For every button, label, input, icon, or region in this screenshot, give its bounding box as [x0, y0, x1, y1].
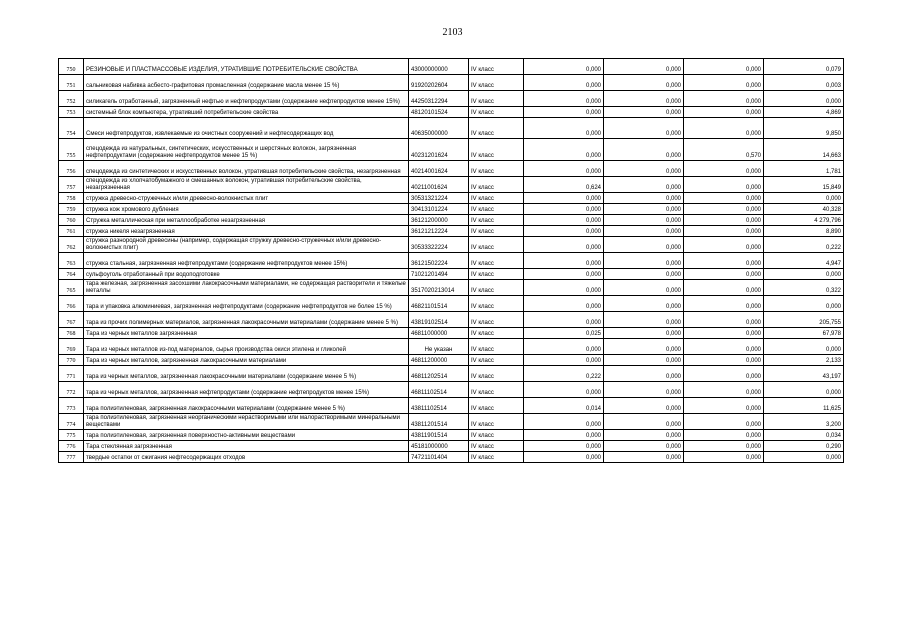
value-col4: 0,322	[764, 280, 844, 296]
table-row	[59, 204, 844, 215]
table-row	[59, 269, 844, 280]
value-col3: 0,000	[684, 441, 764, 452]
value-col1: 0,000	[524, 204, 604, 215]
row-number: 771	[59, 366, 84, 382]
hazard-class: IV класс	[469, 269, 524, 280]
value-col4: 0,034	[764, 430, 844, 441]
value-col2: 0,000	[604, 204, 684, 215]
waste-name: тара полиэтиленовая, загрязненная неорганическими нерастворимыми или малорастворимыми минеральными веществами	[84, 414, 409, 430]
waste-name: силикагель отработанный, загрязненный нефтью и нефтепродуктами (содержание нефтепродуктов менее 15%)	[84, 91, 409, 107]
waste-name: спецодежда из синтетических и искусственных волокон, утратившая потребительские свойства, незагрязненная	[84, 161, 409, 177]
waste-name: тара и упаковка алюминиевая, загрязненная нефтепродуктами (содержание нефтепродуктов не более 15 %)	[84, 296, 409, 312]
waste-code: 40214001624	[409, 161, 469, 177]
value-col1: 0,000	[524, 118, 604, 139]
value-col2: 0,000	[604, 296, 684, 312]
waste-code: 46811102514	[409, 382, 469, 398]
row-number: 770	[59, 355, 84, 366]
row-number: 775	[59, 430, 84, 441]
value-col3: 0,000	[684, 296, 764, 312]
value-col3: 0,000	[684, 226, 764, 237]
waste-code: 30413101224	[409, 204, 469, 215]
value-col4: 0,222	[764, 237, 844, 253]
row-number: 762	[59, 237, 84, 253]
value-col3: 0,000	[684, 312, 764, 328]
waste-name: стружка древесно-стружечных и/или древесно-волокнистых плит	[84, 193, 409, 204]
waste-name: тара железная, загрязненная засохшими лакокрасочными материалами, не содержащая растворители и тяжелые металлы	[84, 280, 409, 296]
value-col3: 0,000	[684, 118, 764, 139]
waste-code: 43000000000	[409, 59, 469, 75]
row-number: 765	[59, 280, 84, 296]
value-col2: 0,000	[604, 430, 684, 441]
waste-name: тара полиэтиленовая, загрязненная лакокрасочными материалами (содержание менее 5 %)	[84, 398, 409, 414]
value-col1: 0,000	[524, 312, 604, 328]
row-number: 763	[59, 253, 84, 269]
value-col2: 0,000	[604, 312, 684, 328]
waste-code: 43811201514	[409, 414, 469, 430]
value-col1: 0,014	[524, 398, 604, 414]
row-number: 767	[59, 312, 84, 328]
value-col3: 0,000	[684, 107, 764, 118]
row-number: 777	[59, 452, 84, 463]
value-col2: 0,000	[604, 118, 684, 139]
row-number: 755	[59, 139, 84, 161]
waste-code: 43819102514	[409, 312, 469, 328]
row-number: 758	[59, 193, 84, 204]
hazard-class: IV класс	[469, 253, 524, 269]
waste-name: стружка разнородной древесины (например, содержащая стружку древесно-стружечных и/или древесно-волокнистых плит)	[84, 237, 409, 253]
value-col3: 0,000	[684, 280, 764, 296]
waste-name: Тара из черных металлов загрязненная	[84, 328, 409, 339]
value-col4: 15,849	[764, 177, 844, 193]
waste-code: 30533322224	[409, 237, 469, 253]
row-number: 752	[59, 91, 84, 107]
waste-code: 71021201494	[409, 269, 469, 280]
value-col2: 0,000	[604, 441, 684, 452]
value-col3: 0,000	[684, 328, 764, 339]
table-row	[59, 193, 844, 204]
row-number: 768	[59, 328, 84, 339]
value-col2: 0,000	[604, 91, 684, 107]
waste-code: 48120101524	[409, 107, 469, 118]
row-number: 761	[59, 226, 84, 237]
value-col1: 0,000	[524, 430, 604, 441]
waste-code: 46821101514	[409, 296, 469, 312]
hazard-class: IV класс	[469, 237, 524, 253]
waste-name: Тара из черных металлов, загрязненная лакокрасочными материалами	[84, 355, 409, 366]
value-col2: 0,000	[604, 75, 684, 91]
table-row	[59, 366, 844, 382]
table-row	[59, 414, 844, 430]
table-row	[59, 118, 844, 139]
value-col2: 0,000	[604, 215, 684, 226]
value-col4: 8,890	[764, 226, 844, 237]
value-col3: 0,000	[684, 414, 764, 430]
table-row	[59, 328, 844, 339]
row-number: 753	[59, 107, 84, 118]
waste-code: 36121502224	[409, 253, 469, 269]
row-number: 756	[59, 161, 84, 177]
value-col1: 0,000	[524, 452, 604, 463]
waste-code: 40231201624	[409, 139, 469, 161]
value-col2: 0,000	[604, 177, 684, 193]
value-col2: 0,000	[604, 193, 684, 204]
value-col1: 0,000	[524, 355, 604, 366]
value-col3: 0,570	[684, 139, 764, 161]
value-col4: 4,869	[764, 107, 844, 118]
value-col2: 0,000	[604, 339, 684, 355]
row-number: 773	[59, 398, 84, 414]
table-row	[59, 215, 844, 226]
value-col1: 0,000	[524, 193, 604, 204]
value-col2: 0,000	[604, 226, 684, 237]
table-row	[59, 161, 844, 177]
row-number: 750	[59, 59, 84, 75]
table-row	[59, 339, 844, 355]
value-col4: 4,947	[764, 253, 844, 269]
value-col2: 0,000	[604, 139, 684, 161]
value-col1: 0,222	[524, 366, 604, 382]
value-col3: 0,000	[684, 59, 764, 75]
hazard-class: IV класс	[469, 280, 524, 296]
value-col1: 0,000	[524, 253, 604, 269]
value-col3: 0,000	[684, 215, 764, 226]
hazard-class: IV класс	[469, 107, 524, 118]
value-col1: 0,000	[524, 441, 604, 452]
value-col4: 0,079	[764, 59, 844, 75]
value-col4: 0,003	[764, 75, 844, 91]
waste-name: стружка кож хромового дубления	[84, 204, 409, 215]
waste-code: 46811000000	[409, 328, 469, 339]
value-col4: 0,000	[764, 339, 844, 355]
value-col3: 0,000	[684, 91, 764, 107]
value-col4: 11,625	[764, 398, 844, 414]
value-col3: 0,000	[684, 398, 764, 414]
waste-code: 44250312294	[409, 91, 469, 107]
table-row	[59, 91, 844, 107]
value-col3: 0,000	[684, 75, 764, 91]
waste-name: сульфоуголь отработанный при водоподготовке	[84, 269, 409, 280]
hazard-class: IV класс	[469, 193, 524, 204]
row-number: 759	[59, 204, 84, 215]
waste-name: стружка стальная, загрязненная нефтепродуктами (содержание нефтепродуктов менее 15%)	[84, 253, 409, 269]
table-row	[59, 452, 844, 463]
value-col4: 14,663	[764, 139, 844, 161]
waste-name: Тара из черных металлов из-под материалов, сырья производства окиси этилена и гликолей	[84, 339, 409, 355]
waste-name: тара из черных металлов, загрязненная лакокрасочными материалами (содержание менее 5 %)	[84, 366, 409, 382]
value-col1: 0,624	[524, 177, 604, 193]
table-row	[59, 226, 844, 237]
waste-code: 3517020213014	[409, 280, 469, 296]
value-col1: 0,000	[524, 215, 604, 226]
value-col2: 0,000	[604, 253, 684, 269]
row-number: 751	[59, 75, 84, 91]
waste-name: твердые остатки от сжигания нефтесодержащих отходов	[84, 452, 409, 463]
waste-name: тара из черных металлов, загрязненная нефтепродуктами (содержание нефтепродуктов менее 15%)	[84, 382, 409, 398]
value-col4: 0,000	[764, 91, 844, 107]
table-body	[59, 59, 844, 463]
table-row	[59, 382, 844, 398]
value-col2: 0,000	[604, 269, 684, 280]
value-col1: 0,000	[524, 382, 604, 398]
waste-code: 43811102514	[409, 398, 469, 414]
value-col1: 0,000	[524, 269, 604, 280]
row-number: 772	[59, 382, 84, 398]
hazard-class: IV класс	[469, 398, 524, 414]
row-number: 769	[59, 339, 84, 355]
value-col3: 0,000	[684, 339, 764, 355]
hazard-class: IV класс	[469, 59, 524, 75]
waste-code: 45181000000	[409, 441, 469, 452]
value-col2: 0,000	[604, 107, 684, 118]
waste-code: 91920202604	[409, 75, 469, 91]
value-col2: 0,000	[604, 237, 684, 253]
value-col1: 0,000	[524, 59, 604, 75]
value-col1: 0,000	[524, 414, 604, 430]
value-col3: 0,000	[684, 177, 764, 193]
table-row	[59, 139, 844, 161]
hazard-class: IV класс	[469, 328, 524, 339]
value-col4: 9,850	[764, 118, 844, 139]
value-col4: 3,200	[764, 414, 844, 430]
table-row	[59, 177, 844, 193]
value-col3: 0,000	[684, 452, 764, 463]
row-number: 764	[59, 269, 84, 280]
hazard-class: IV класс	[469, 355, 524, 366]
hazard-class: IV класс	[469, 161, 524, 177]
waste-name: спецодежда из натуральных, синтетических, искусственных и шерстяных волокон, загрязненная нефтепродуктами (содержание нефтепродуктов менее 15 %)	[84, 139, 409, 161]
hazard-class: IV класс	[469, 441, 524, 452]
hazard-class: IV класс	[469, 339, 524, 355]
value-col3: 0,000	[684, 382, 764, 398]
hazard-class: IV класс	[469, 139, 524, 161]
table-row	[59, 398, 844, 414]
value-col1: 0,000	[524, 139, 604, 161]
table-row	[59, 430, 844, 441]
table-row	[59, 280, 844, 296]
hazard-class: IV класс	[469, 312, 524, 328]
table-row	[59, 296, 844, 312]
value-col1: 0,000	[524, 107, 604, 118]
value-col2: 0,000	[604, 161, 684, 177]
value-col1: 0,025	[524, 328, 604, 339]
waste-name: Стружка металлическая при металлообработке незагрязненная	[84, 215, 409, 226]
value-col2: 0,000	[604, 328, 684, 339]
value-col4: 4 279,796	[764, 215, 844, 226]
value-col3: 0,000	[684, 430, 764, 441]
hazard-class: IV класс	[469, 226, 524, 237]
row-number: 776	[59, 441, 84, 452]
value-col2: 0,000	[604, 59, 684, 75]
value-col2: 0,000	[604, 452, 684, 463]
value-col4: 2,133	[764, 355, 844, 366]
hazard-class: IV класс	[469, 177, 524, 193]
value-col4: 0,000	[764, 296, 844, 312]
table-row	[59, 59, 844, 75]
table-row	[59, 237, 844, 253]
waste-code: 36121212224	[409, 226, 469, 237]
value-col4: 1,781	[764, 161, 844, 177]
value-col1: 0,000	[524, 91, 604, 107]
value-col4: 205,755	[764, 312, 844, 328]
value-col1: 0,000	[524, 75, 604, 91]
waste-code: 36121200000	[409, 215, 469, 226]
waste-name: Смеси нефтепродуктов, извлекаемые из очистных сооружений и нефтесодержащих вод	[84, 118, 409, 139]
table-row	[59, 107, 844, 118]
value-col1: 0,000	[524, 161, 604, 177]
value-col4: 0,290	[764, 441, 844, 452]
value-col3: 0,000	[684, 253, 764, 269]
value-col2: 0,000	[604, 398, 684, 414]
hazard-class: IV класс	[469, 414, 524, 430]
table-row	[59, 355, 844, 366]
hazard-class: IV класс	[469, 118, 524, 139]
hazard-class: IV класс	[469, 366, 524, 382]
waste-code: 43811901514	[409, 430, 469, 441]
hazard-class: IV класс	[469, 296, 524, 312]
value-col4: 43,197	[764, 366, 844, 382]
value-col4: 0,000	[764, 382, 844, 398]
row-number: 757	[59, 177, 84, 193]
row-number: 774	[59, 414, 84, 430]
waste-code: 74721101404	[409, 452, 469, 463]
hazard-class: IV класс	[469, 204, 524, 215]
waste-name: Тара стеклянная загрязненная	[84, 441, 409, 452]
waste-code: 46811200000	[409, 355, 469, 366]
row-number: 754	[59, 118, 84, 139]
waste-name: тара полиэтиленовая, загрязненная поверхностно-активными веществами	[84, 430, 409, 441]
value-col1: 0,000	[524, 296, 604, 312]
value-col3: 0,000	[684, 355, 764, 366]
table-row	[59, 253, 844, 269]
row-number: 760	[59, 215, 84, 226]
waste-code: 40211001624	[409, 177, 469, 193]
waste-code: 40635000000	[409, 118, 469, 139]
value-col2: 0,000	[604, 414, 684, 430]
hazard-class: IV класс	[469, 75, 524, 91]
value-col1: 0,000	[524, 226, 604, 237]
value-col3: 0,000	[684, 161, 764, 177]
value-col2: 0,000	[604, 366, 684, 382]
value-col2: 0,000	[604, 382, 684, 398]
value-col4: 0,000	[764, 269, 844, 280]
waste-code: Не указан	[409, 339, 469, 355]
table-row	[59, 441, 844, 452]
waste-name: тара из прочих полимерных материалов, загрязненная лакокрасочными материалами (содержание менее 5 %)	[84, 312, 409, 328]
hazard-class: IV класс	[469, 215, 524, 226]
row-number: 766	[59, 296, 84, 312]
hazard-class: IV класс	[469, 452, 524, 463]
value-col3: 0,000	[684, 269, 764, 280]
value-col3: 0,000	[684, 366, 764, 382]
value-col3: 0,000	[684, 193, 764, 204]
value-col3: 0,000	[684, 237, 764, 253]
value-col1: 0,000	[524, 237, 604, 253]
page-number: 2103	[442, 27, 463, 38]
table-row	[59, 312, 844, 328]
waste-code: 30531321224	[409, 193, 469, 204]
value-col4: 67,978	[764, 328, 844, 339]
value-col4: 40,328	[764, 204, 844, 215]
waste-table	[58, 58, 844, 463]
value-col3: 0,000	[684, 204, 764, 215]
hazard-class: IV класс	[469, 91, 524, 107]
value-col2: 0,000	[604, 355, 684, 366]
table-row	[59, 75, 844, 91]
waste-name: системный блок компьютера, утративший потребительские свойства	[84, 107, 409, 118]
waste-name: сальниковая набивка асбесто-графитовая промасленная (содержание масла менее 15 %)	[84, 75, 409, 91]
value-col1: 0,000	[524, 280, 604, 296]
hazard-class: IV класс	[469, 430, 524, 441]
value-col1: 0,000	[524, 339, 604, 355]
value-col2: 0,000	[604, 280, 684, 296]
hazard-class: IV класс	[469, 382, 524, 398]
waste-name: РЕЗИНОВЫЕ И ПЛАСТМАССОВЫЕ ИЗДЕЛИЯ, УТРАТИВШИЕ ПОТРЕБИТЕЛЬСКИЕ СВОЙСТВА	[84, 59, 409, 75]
waste-name: стружка никеля незагрязненная	[84, 226, 409, 237]
value-col4: 0,000	[764, 193, 844, 204]
waste-code: 46811202514	[409, 366, 469, 382]
waste-name: спецодежда из хлопчатобумажного и смешанных волокон, утратившая потребительские свойства, незагрязненная	[84, 177, 409, 193]
value-col4: 0,000	[764, 452, 844, 463]
